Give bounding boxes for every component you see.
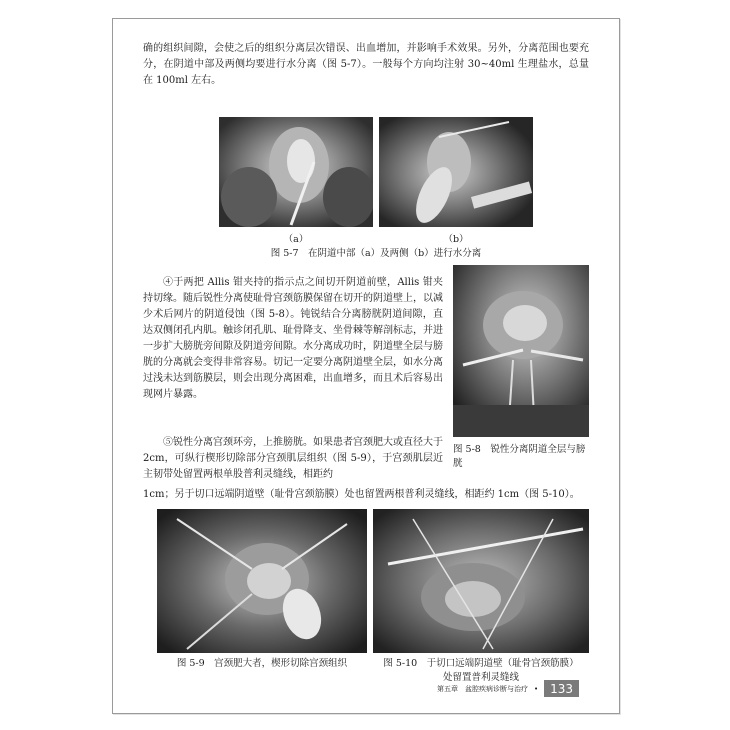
book-page <box>112 18 620 714</box>
figure-5-7b-photo <box>379 117 533 227</box>
footer-bullet: • <box>533 684 539 693</box>
figure-5-7b-label: （b） <box>443 234 469 245</box>
paragraph-step-4: ④于两把 Allis 钳夹持的指示点之间切开阴道前壁，Allis 钳夹持切缘。随后锐性分离使耻骨宫颈筋膜保留在切开的阴道壁上，以减少术后网片的阴道侵蚀（图 5-8）。钝锐结合分离膀胱阴道间隙，直达双侧闭孔内肌。触诊闭孔肌、耻骨降支、坐骨棘等解剖标志，并进一步扩大膀胱旁间隙及阴道旁间隙。水分离成功时，阴道壁全层与膀胱的分离就会变得非常容易。切记一定要分离阴道壁全层，如水分离过浅未达到筋膜层，则会出现分离困难，出血增多，而且术后容易出现网片暴露。 <box>143 277 443 400</box>
page-number: 133 <box>544 680 579 697</box>
figure-5-7a-photo <box>219 117 373 227</box>
paragraph-step-5: ⑤锐性分离宫颈环旁，上推膀胱。如果患者宫颈肥大或直径大于 2cm，可纵行楔形切除部分宫颈肌层组织（图 5-9），于宫颈肌层近主韧带处留置两根单股普利灵缝线，相距约 <box>143 437 443 480</box>
figure-5-10-photo <box>373 509 589 653</box>
figure-5-10-caption: 图 5-10 于切口远端阴道壁（耻骨宫颈筋膜）处留置普利灵缝线 <box>383 658 579 683</box>
figure-5-8-photo <box>453 265 589 437</box>
figure-5-8-caption: 图 5-8 锐性分离阴道全层与膀胱 <box>453 444 586 469</box>
paragraph-top: 确的组织间隙，会使之后的组织分离层次错误、出血增加，并影响手术效果。另外，分离范围也要充分，在阴道中部及两侧均要进行水分离（图 5-7）。一般每个方向均注射 30~40ml 生理盐水，总量在 100ml 左右。 <box>143 43 589 86</box>
figure-5-7a-label: （a） <box>283 234 309 245</box>
paragraph-step-5-continued: 1cm；另于切口远端阴道壁（耻骨宫颈筋膜）处也留置两根普利灵缝线，相距约 1cm（图 5-10）。 <box>143 489 580 500</box>
figure-5-9-caption: 图 5-9 宫颈肥大者，楔形切除宫颈组织 <box>176 658 348 669</box>
figure-5-9-photo <box>157 509 367 653</box>
page-footer <box>437 680 579 697</box>
chapter-title: 第五章 盆腔疾病诊断与治疗 <box>436 684 528 693</box>
figure-5-7-caption: 图 5-7 在阴道中部（a）及两侧（b）进行水分离 <box>270 248 482 259</box>
